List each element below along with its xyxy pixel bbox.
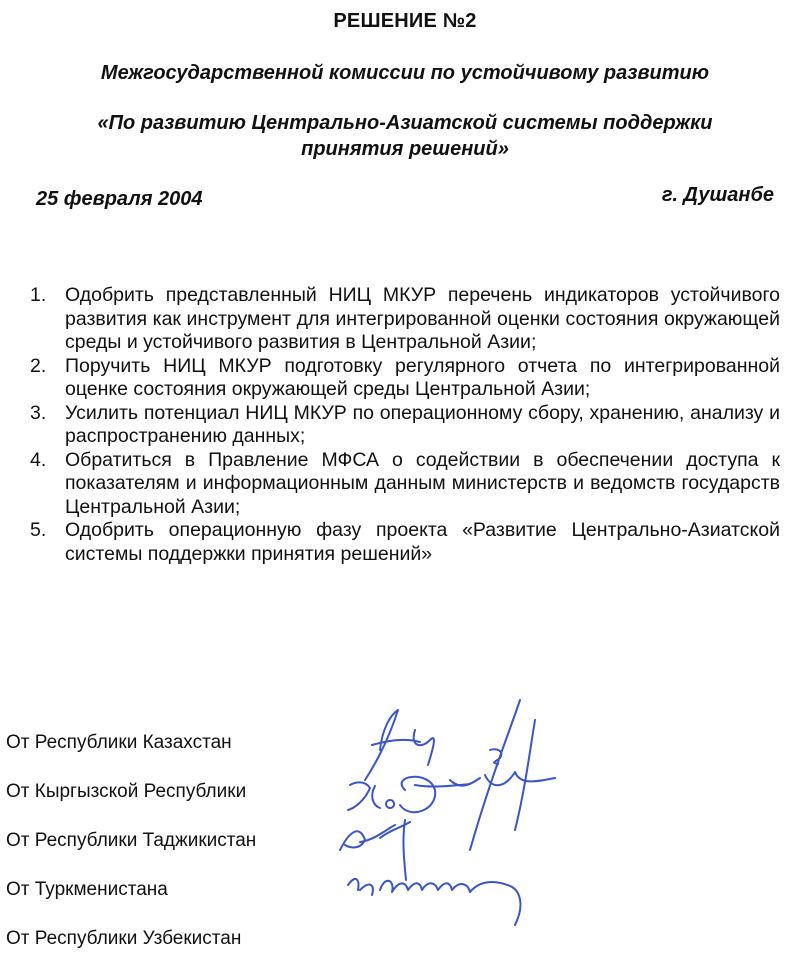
item-text: Обратиться в Правление МФСА о содействии в обеспечении доступа к показателям и информационным данным министерств и ведомств государств Центральной Азии;	[65, 448, 780, 518]
item-text: Поручить НИЦ МКУР подготовку регулярного отчета по интегрированной оценке состояния окружающей среды Центральной Азии;	[65, 354, 780, 400]
decision-topic-line-2: принятия решений»	[301, 138, 509, 160]
signer-tajikistan: От Республики Таджикистан	[6, 830, 257, 851]
decision-topic	[0, 110, 810, 162]
signer-turkmenistan: От Туркменистана	[6, 879, 168, 900]
item-number: 5.	[30, 519, 47, 541]
signature-stroke	[470, 700, 535, 850]
handwritten-signatures	[320, 690, 580, 940]
signers-list	[6, 730, 256, 975]
item-text: Одобрить операционную фазу проекта «Развитие Центрально-Азиатской системы поддержки принятия решений»	[65, 519, 780, 565]
commission-name: Межгосударственной комиссии по устойчивому развитию	[100, 62, 710, 84]
decision-city: г. Душанбе	[661, 184, 774, 206]
decision-items-list	[30, 284, 780, 566]
signer-kazakhstan: От Республики Казахстан	[6, 732, 232, 753]
signer-kyrgyzstan: От Кыргызской Республики	[6, 781, 247, 802]
item-number: 3.	[30, 401, 47, 424]
item-text: Одобрить представленный НИЦ МКУР перечень индикаторов устойчивого развития как инструмент для интегрированной оценки состояния окружающей среды и устойчивого развития в Центральной Азии;	[65, 284, 780, 353]
document-title: РЕШЕНИЕ №2	[333, 10, 477, 32]
decision-item	[30, 284, 780, 355]
decision-topic-line-1: «По развитию Центрально-Азиатской системы поддержки	[97, 112, 713, 134]
item-text: Усилить потенциал НИЦ МКУР по операционному сбору, хранению, анализу и распространению данных;	[65, 401, 780, 447]
decision-date: 25 февраля 2004	[36, 188, 203, 210]
decision-item	[30, 519, 780, 566]
decision-item	[30, 402, 780, 449]
item-number: 1.	[30, 284, 47, 306]
signer-uzbekistan: От Республики Узбекистан	[6, 928, 242, 949]
signature-stroke	[348, 879, 520, 925]
signature-stroke	[340, 820, 410, 880]
decision-item	[30, 449, 780, 520]
item-number: 2.	[30, 354, 47, 377]
decision-item	[30, 355, 780, 402]
item-number: 4.	[30, 448, 47, 471]
signature-stroke	[365, 710, 434, 780]
